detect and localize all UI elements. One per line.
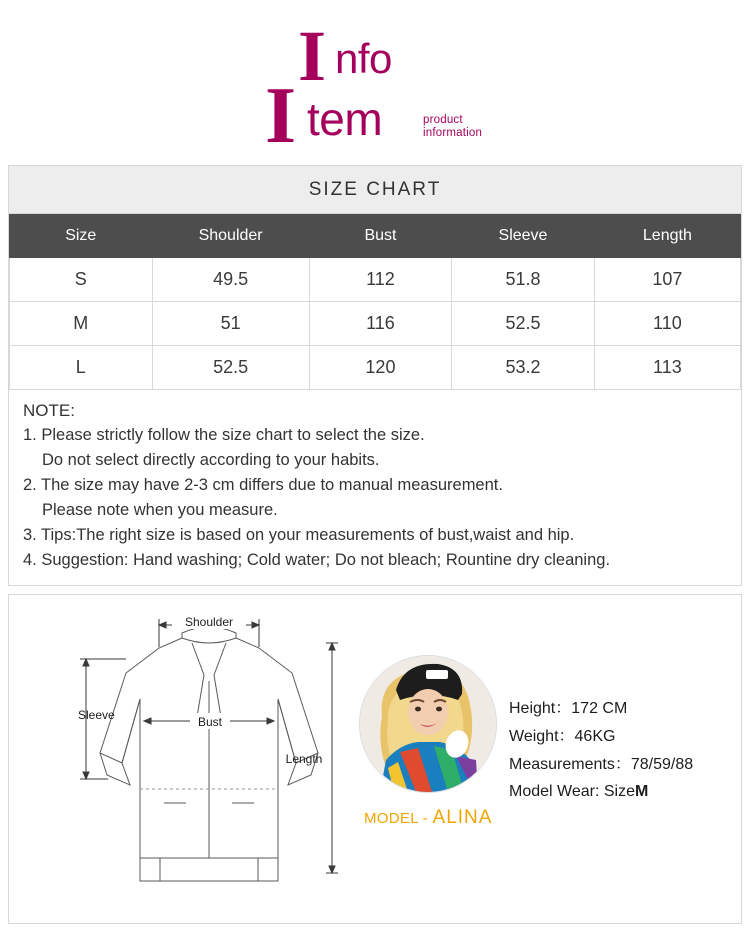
cell-shoulder: 52.5 bbox=[152, 346, 309, 390]
table-header-row bbox=[10, 215, 741, 258]
model-wear-size-prefix: Size bbox=[603, 783, 635, 801]
header-logo-area bbox=[0, 0, 750, 165]
logo-subtitle-line1: product bbox=[423, 114, 463, 126]
cell-length: 110 bbox=[594, 302, 740, 346]
cell-size: S bbox=[10, 258, 153, 302]
column-header-bust: Bust bbox=[309, 215, 452, 258]
garment-diagram bbox=[64, 603, 354, 898]
label-sleeve-text: Sleeve bbox=[78, 708, 115, 723]
column-header-sleeve: Sleeve bbox=[452, 215, 595, 258]
cell-bust: 120 bbox=[309, 346, 452, 390]
label-bust-text: Bust bbox=[197, 715, 223, 730]
model-info-list bbox=[509, 695, 693, 805]
model-name-prefix: MODEL - bbox=[364, 810, 429, 828]
model-name-caption bbox=[364, 807, 492, 829]
logo-subtitle-line2: information bbox=[423, 127, 483, 140]
table-row bbox=[10, 346, 741, 390]
column-header-shoulder: Shoulder bbox=[152, 215, 309, 258]
logo-word-item: tem bbox=[307, 93, 383, 145]
model-measurements-row bbox=[509, 751, 693, 779]
model-measurements-value: 78/59/88 bbox=[630, 755, 694, 773]
cell-bust: 116 bbox=[309, 302, 452, 346]
model-photo bbox=[359, 655, 497, 793]
label-length-text: Length bbox=[285, 752, 323, 767]
cell-shoulder: 49.5 bbox=[152, 258, 309, 302]
model-wear-row bbox=[509, 778, 693, 806]
note-line-1b: Do not select directly according to your habits. bbox=[42, 451, 380, 470]
model-measurements-label: Measurements： bbox=[509, 755, 631, 773]
cell-sleeve: 53.2 bbox=[452, 346, 595, 390]
cell-bust: 112 bbox=[309, 258, 452, 302]
model-height-label: Height： bbox=[509, 700, 572, 718]
note-line-1: 1. Please strictly follow the size chart to select the size. bbox=[23, 426, 425, 444]
model-wear-size-value: M bbox=[634, 783, 649, 801]
model-weight-value: 46KG bbox=[574, 727, 616, 745]
label-shoulder-text: Shoulder bbox=[184, 615, 234, 630]
table-row bbox=[10, 258, 741, 302]
logo-letter-i-top: I bbox=[298, 16, 327, 96]
cell-shoulder: 51 bbox=[152, 302, 309, 346]
note-line-2b: Please note when you measure. bbox=[42, 501, 278, 520]
model-height-value: 172 CM bbox=[571, 700, 628, 718]
logo-subtitle bbox=[423, 114, 482, 140]
model-name-value: ALINA bbox=[432, 807, 493, 829]
cell-sleeve: 52.5 bbox=[452, 302, 595, 346]
logo-word-info: nfo bbox=[335, 35, 392, 82]
model-weight-row bbox=[509, 723, 693, 751]
cell-sleeve: 51.8 bbox=[452, 258, 595, 302]
note-section bbox=[8, 390, 742, 586]
model-weight-label: Weight： bbox=[509, 727, 575, 745]
table-row bbox=[10, 302, 741, 346]
model-height-row bbox=[509, 695, 693, 723]
note-line-3: 3. Tips:The right size is based on your measurements of bust,waist and hip. bbox=[23, 526, 575, 545]
cell-length: 107 bbox=[594, 258, 740, 302]
note-title: NOTE: bbox=[23, 401, 75, 420]
column-header-size: Size bbox=[10, 215, 153, 258]
size-chart-table bbox=[9, 214, 741, 390]
logo-letter-i-bottom: I bbox=[265, 72, 297, 160]
cell-length: 113 bbox=[594, 346, 740, 390]
note-line-4: 4. Suggestion: Hand washing; Cold water; Do not bleach; Rountine dry cleaning. bbox=[23, 551, 611, 570]
note-line-2: 2. The size may have 2-3 cm differs due to manual measurement. bbox=[23, 476, 503, 495]
cell-size: L bbox=[10, 346, 153, 390]
model-wear-label: Model Wear: bbox=[509, 783, 600, 801]
size-chart-title: SIZE CHART bbox=[9, 166, 741, 214]
size-chart-container bbox=[8, 165, 742, 390]
cell-size: M bbox=[10, 302, 153, 346]
measurement-illustration-section bbox=[8, 594, 742, 924]
brand-logo bbox=[255, 16, 515, 160]
column-header-length: Length bbox=[594, 215, 740, 258]
